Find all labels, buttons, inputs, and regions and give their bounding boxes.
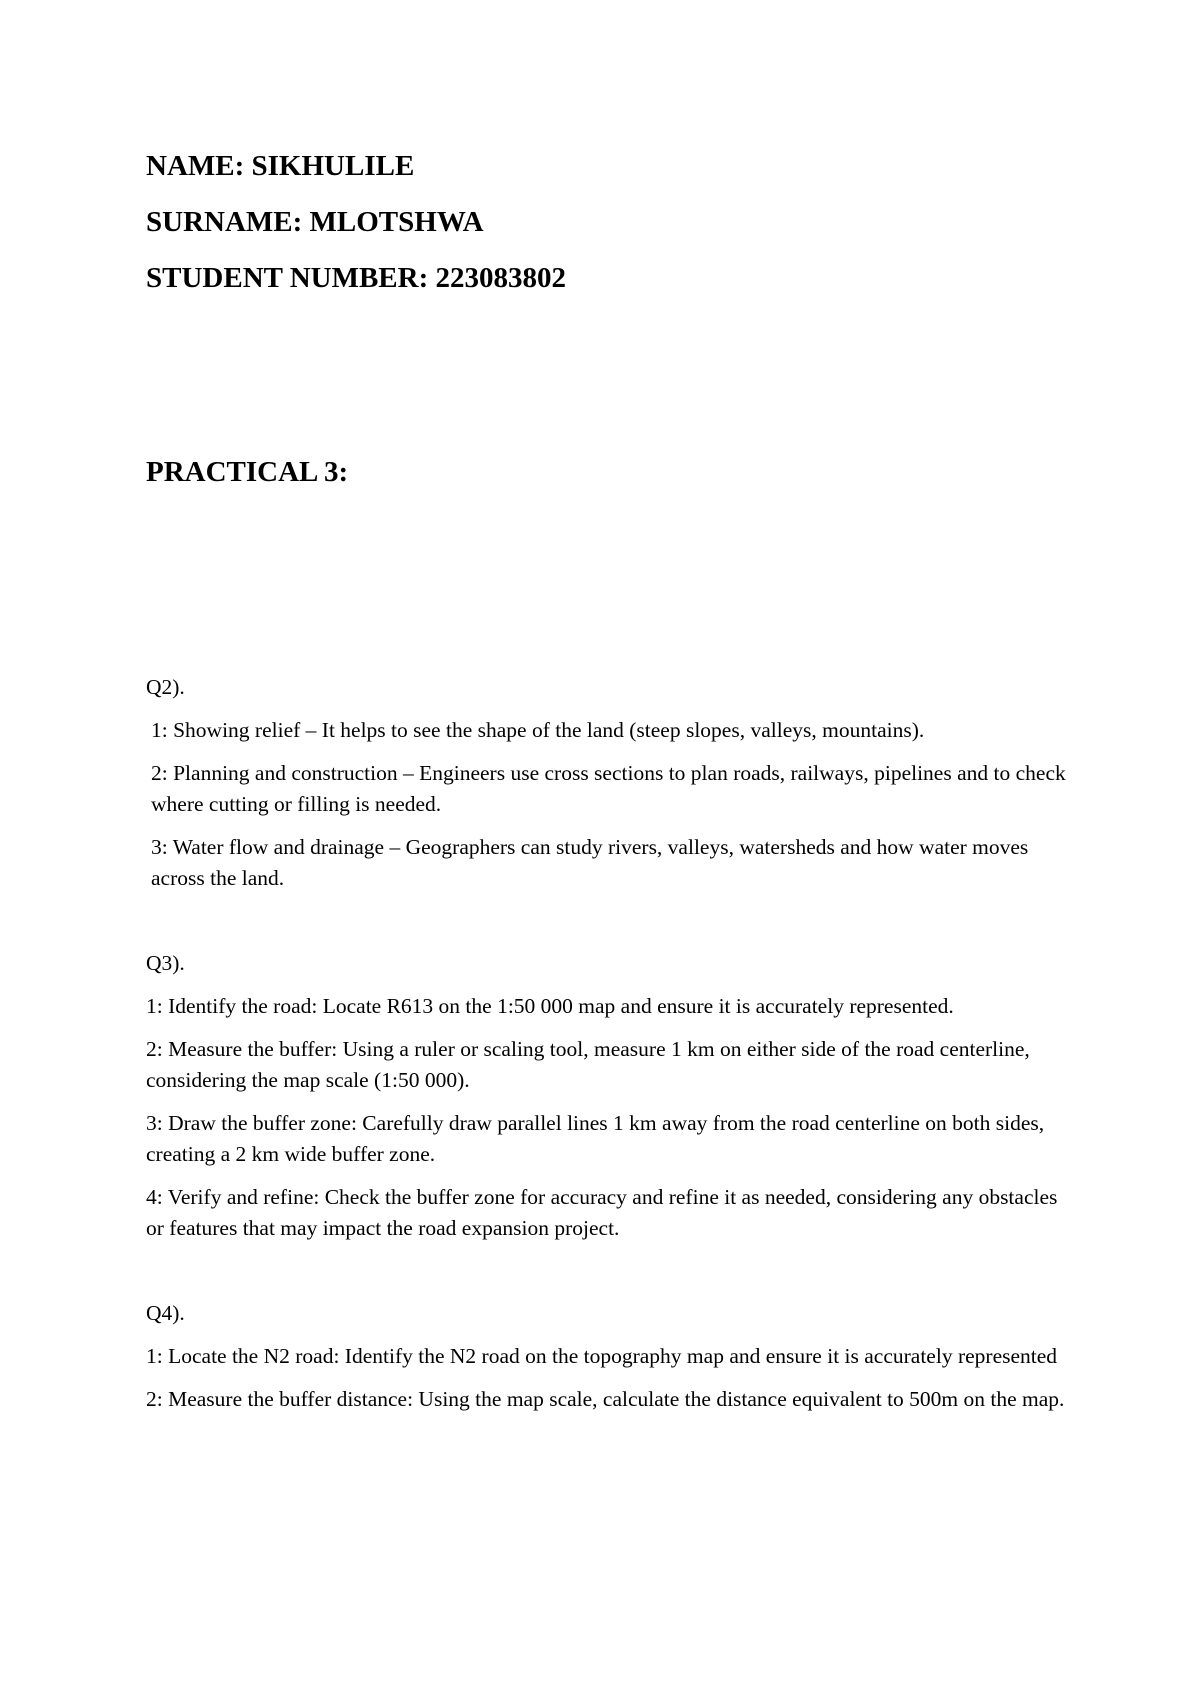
question-4-item: 1: Locate the N2 road: Identify the N2 road on the topography map and ensure it is accurately represented: [146, 1344, 1058, 1368]
student-name: NAME: SIKHULILE: [146, 150, 415, 182]
question-3: [146, 948, 1066, 1244]
question-2-item: 3: Water flow and drainage – Geographers can study rivers, valleys, watersheds and how water moves across the land.: [151, 835, 1029, 890]
student-surname: SURNAME: MLOTSHWA: [146, 206, 484, 238]
question-2: [146, 672, 1066, 894]
question-4-item: 2: Measure the buffer distance: Using the map scale, calculate the distance equivalent to 500m on the map.: [146, 1387, 1065, 1411]
question-3-item: 1: Identify the road: Locate R613 on the 1:50 000 map and ensure it is accurately represented.: [146, 994, 954, 1018]
question-3-item: 4: Verify and refine: Check the buffer zone for accuracy and refine it as needed, considering any obstacles or features that may impact the road expansion project.: [146, 1185, 1058, 1240]
question-2-item: 2: Planning and construction – Engineers use cross sections to plan roads, railways, pipelines and to check where cutting or filling is needed.: [151, 761, 1066, 816]
document-content: [146, 148, 1066, 1427]
question-3-label: Q3).: [146, 951, 185, 975]
practical-title: PRACTICAL 3:: [146, 456, 349, 488]
question-4-label: Q4).: [146, 1301, 185, 1325]
student-number: STUDENT NUMBER: 223083802: [146, 262, 567, 294]
question-4: [146, 1298, 1066, 1415]
question-3-item: 2: Measure the buffer: Using a ruler or scaling tool, measure 1 km on either side of the road centerline, considering the map scale (1:50 000).: [146, 1037, 1030, 1092]
question-2-item: 1: Showing relief – It helps to see the shape of the land (steep slopes, valleys, mountains).: [151, 718, 925, 742]
question-2-label: Q2).: [146, 675, 185, 699]
question-3-item: 3: Draw the buffer zone: Carefully draw parallel lines 1 km away from the road centerline on both sides, creating a 2 km wide buffer zone.: [146, 1111, 1045, 1166]
